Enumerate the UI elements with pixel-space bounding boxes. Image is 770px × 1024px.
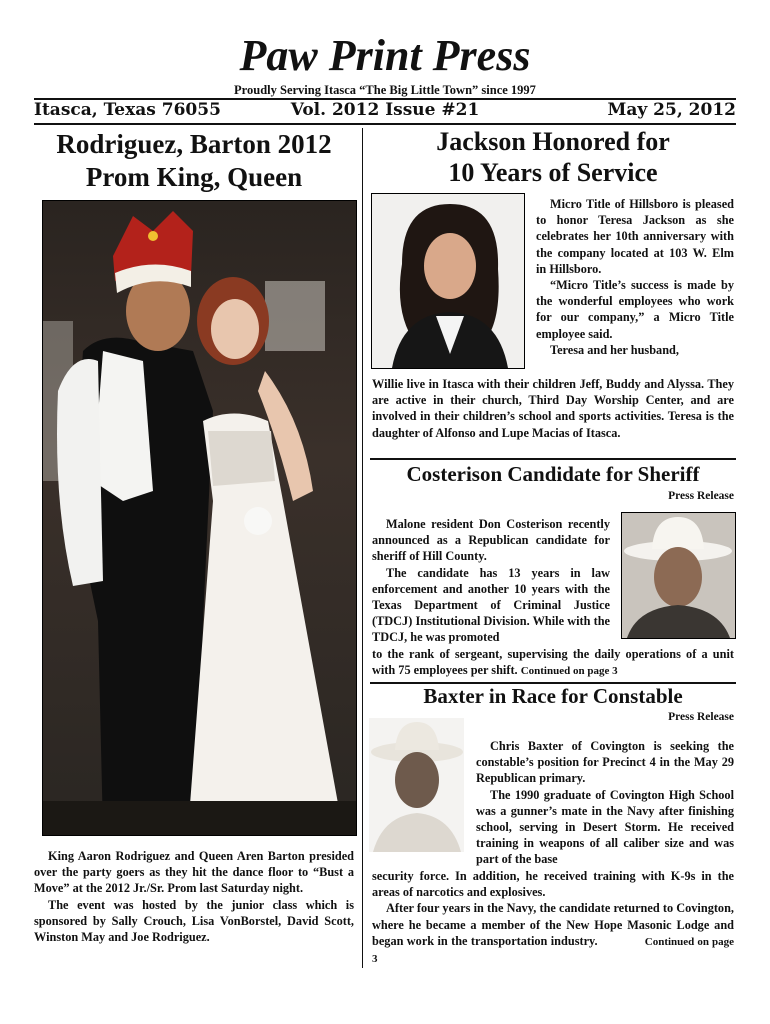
teresa-jackson-photo	[371, 193, 525, 369]
location-label: Itasca, Texas 76055	[34, 100, 221, 120]
jackson-headline	[372, 126, 734, 188]
baxter-body-wrap	[476, 738, 734, 868]
jackson-headline-line2: 10 Years of Service	[448, 158, 658, 187]
baxter-continued-link[interactable]: Continued on page 3	[372, 935, 735, 966]
baxter-source: Press Release	[668, 711, 734, 723]
prom-king-queen-photo	[42, 200, 357, 836]
issue-date: May 25, 2012	[607, 100, 736, 120]
prom-headline-line2: Prom King, Queen	[85, 162, 303, 192]
jackson-article-body-wrap	[536, 196, 734, 358]
prom-photo-illustration	[43, 201, 356, 835]
costerison-paragraph-3: to the rank of sergeant, supervising the daily operations of a unit with 75 employees per shift.	[372, 647, 734, 678]
prom-paragraph-1: King Aaron Rodriguez and Queen Aren Barton presided over the party goers as they hit the dance floor to “Bust a Move” at the 2012 Jr./Sr. Prom last Saturday night.	[34, 849, 354, 896]
costerison-body-wrap	[372, 516, 610, 646]
costerison-paragraph-1: Malone resident Don Costerison recently announced as a Republican candidate for sheriff of Hill County.	[372, 517, 610, 564]
masthead-bottom-rule	[34, 123, 736, 125]
baxter-paragraph-2: The 1990 graduate of Covington High School was a gunner’s mate in the Navy after finishing school, serving in Desert Storm. He received training in weapons of all caliber size and was part of the base	[476, 787, 734, 867]
jackson-paragraph-3a: Teresa and her husband,	[550, 342, 679, 357]
costerison-continued-link[interactable]: Continued on page 3	[520, 665, 618, 678]
newspaper-title: Paw Print Press	[239, 31, 531, 80]
prom-paragraph-2: The event was hosted by the junior class which is sponsored by Sally Crouch, Lisa VonBorstel, David Scott, Winston May and Joe Rodriguez.	[34, 897, 354, 945]
jackson-paragraph-3b: Willie live in Itasca with their children Jeff, Buddy and Alyssa. They are active in their church, Third Day Worship Center, and are involved in their children’s school and sports activities. Teresa is the daughter of Alfonso and Lupe Macias of Itasca.	[372, 377, 734, 440]
volume-issue-label: Vol. 2012 Issue #21	[290, 100, 480, 120]
baxter-paragraph-4: After four years in the Navy, the candidate returned to Covington, where he became a member of the New Hope Masonic Lodge and began work in the transportation industry.	[372, 901, 734, 948]
jackson-photo-illustration	[372, 194, 524, 368]
costerison-headline: Costerison Candidate for Sheriff	[406, 462, 700, 486]
jackson-headline-line1: Jackson Honored for	[436, 127, 670, 156]
don-costerison-photo	[621, 512, 736, 639]
baxter-body-full	[372, 868, 734, 967]
baxter-photo-illustration	[369, 718, 464, 852]
prom-article-body	[34, 848, 354, 945]
prom-headline-line1: Rodriguez, Barton 2012	[56, 129, 332, 159]
baxter-headline: Baxter in Race for Constable	[423, 684, 683, 708]
costerison-source: Press Release	[668, 490, 734, 502]
jackson-paragraph-2: “Micro Title’s success is made by the wonderful employees who work for our company,” a Micro Title employee said.	[536, 278, 734, 341]
section-rule-1	[370, 458, 736, 460]
costerison-paragraph-2: The candidate has 13 years in law enforcement and another 10 years with the Texas Department of Criminal Justice (TDCJ) Institutional Division. While with the TDCJ, he was promoted	[372, 565, 610, 645]
baxter-paragraph-1: Chris Baxter of Covington is seeking the constable’s position for Precinct 4 in the May 29 Republican primary.	[476, 739, 734, 786]
costerison-photo-illustration	[622, 513, 735, 638]
baxter-paragraph-3: security force. In addition, he received training with K-9s in the areas of narcotics and explosives.	[372, 869, 734, 900]
jackson-article-body-full	[372, 376, 734, 441]
newspaper-tagline: Proudly Serving Itasca “The Big Little Town” since 1997	[234, 83, 536, 97]
costerison-body-full	[372, 646, 734, 679]
chris-baxter-photo	[369, 718, 464, 852]
jackson-paragraph-1: Micro Title of Hillsboro is pleased to honor Teresa Jackson as she celebrates her 10th anniversary with the company located at 103 W. Elm in Hillsboro.	[536, 197, 734, 276]
prom-headline	[34, 128, 354, 194]
column-divider	[362, 128, 363, 968]
